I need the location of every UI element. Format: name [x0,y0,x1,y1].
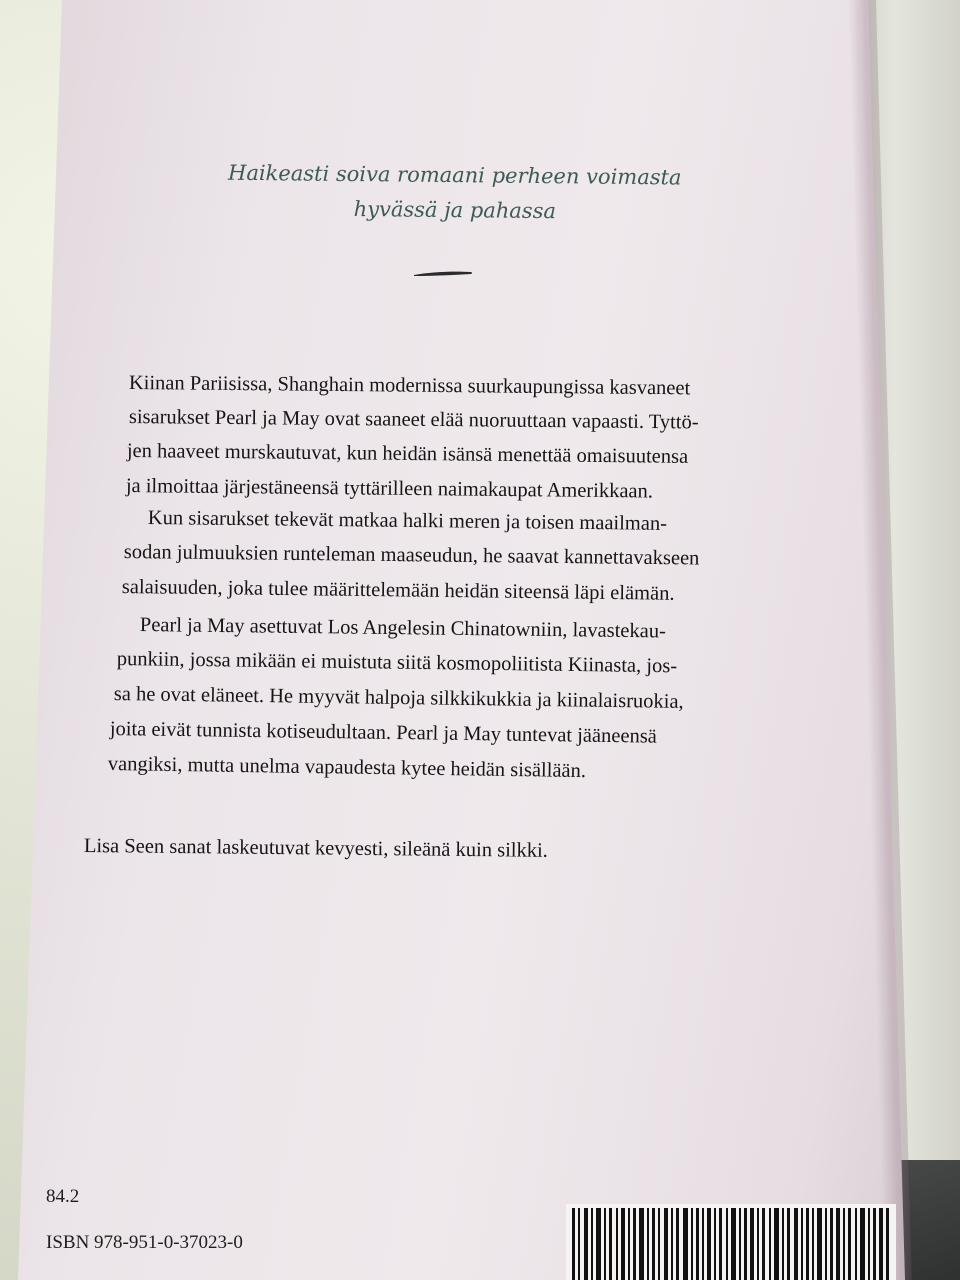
body-line-6: sodan julmuuksien runteleman maaseudun, he saavat kannettavakseen [123,541,700,570]
closing-line: Lisa Seen sanat laskeutuvat kevyesti, sileänä kuin silkki. [83,835,548,862]
classification-number: 84.2 [46,1186,80,1207]
body-line-12: vangiksi, mutta unelma vapaudesta kytee heidän sisällään. [107,753,587,783]
body-line-5: Kun sisarukset tekevät matkaa halki meren ja toisen maailman- [147,507,668,535]
isbn-number: ISBN 978-951-0-37023-0 [46,1232,243,1253]
body-line-2: sisarukset Pearl ja May ovat saaneet elää nuoruuttaan vapaasti. Tyttö- [128,406,699,434]
body-line-11: joita eivät tunnista kotiseudultaan. Pearl ja May tuntevat jääneensä [109,718,658,748]
barcode-bars [566,1204,896,1280]
body-line-3: jen haaveet murskautuvat, kun heidän isänsä menettää omaisuutensa [126,440,689,468]
tagline-line-2: hyvässä ja pahassa [353,197,557,224]
ornament-divider [412,266,474,280]
body-line-7: salaisuuden, joka tulee määrittelemään heidän siteensä läpi elämän. [121,576,675,605]
body-line-9: punkiin, jossa mikään ei muistuta siitä kosmopoliitista Kiinasta, jos- [116,648,678,678]
tagline-line-1: Haikeasti soiva romaani perheen voimasta [227,160,682,190]
body-line-1: Kiinan Pariisissa, Shanghain modernissa suurkaupungissa kasvaneet [128,372,691,400]
body-line-4: ja ilmoittaa järjestäneensä tyttärilleen naimakaupat Amerikkaan. [125,475,654,503]
barcode [566,1204,896,1280]
body-line-8: Pearl ja May asettuvat Los Angelesin Chinatowniin, lavastekau- [139,614,667,643]
body-line-10: sa he ovat eläneet. He myyvät halpoja silkkikukkia ja kiinalaisruokia, [113,683,684,713]
